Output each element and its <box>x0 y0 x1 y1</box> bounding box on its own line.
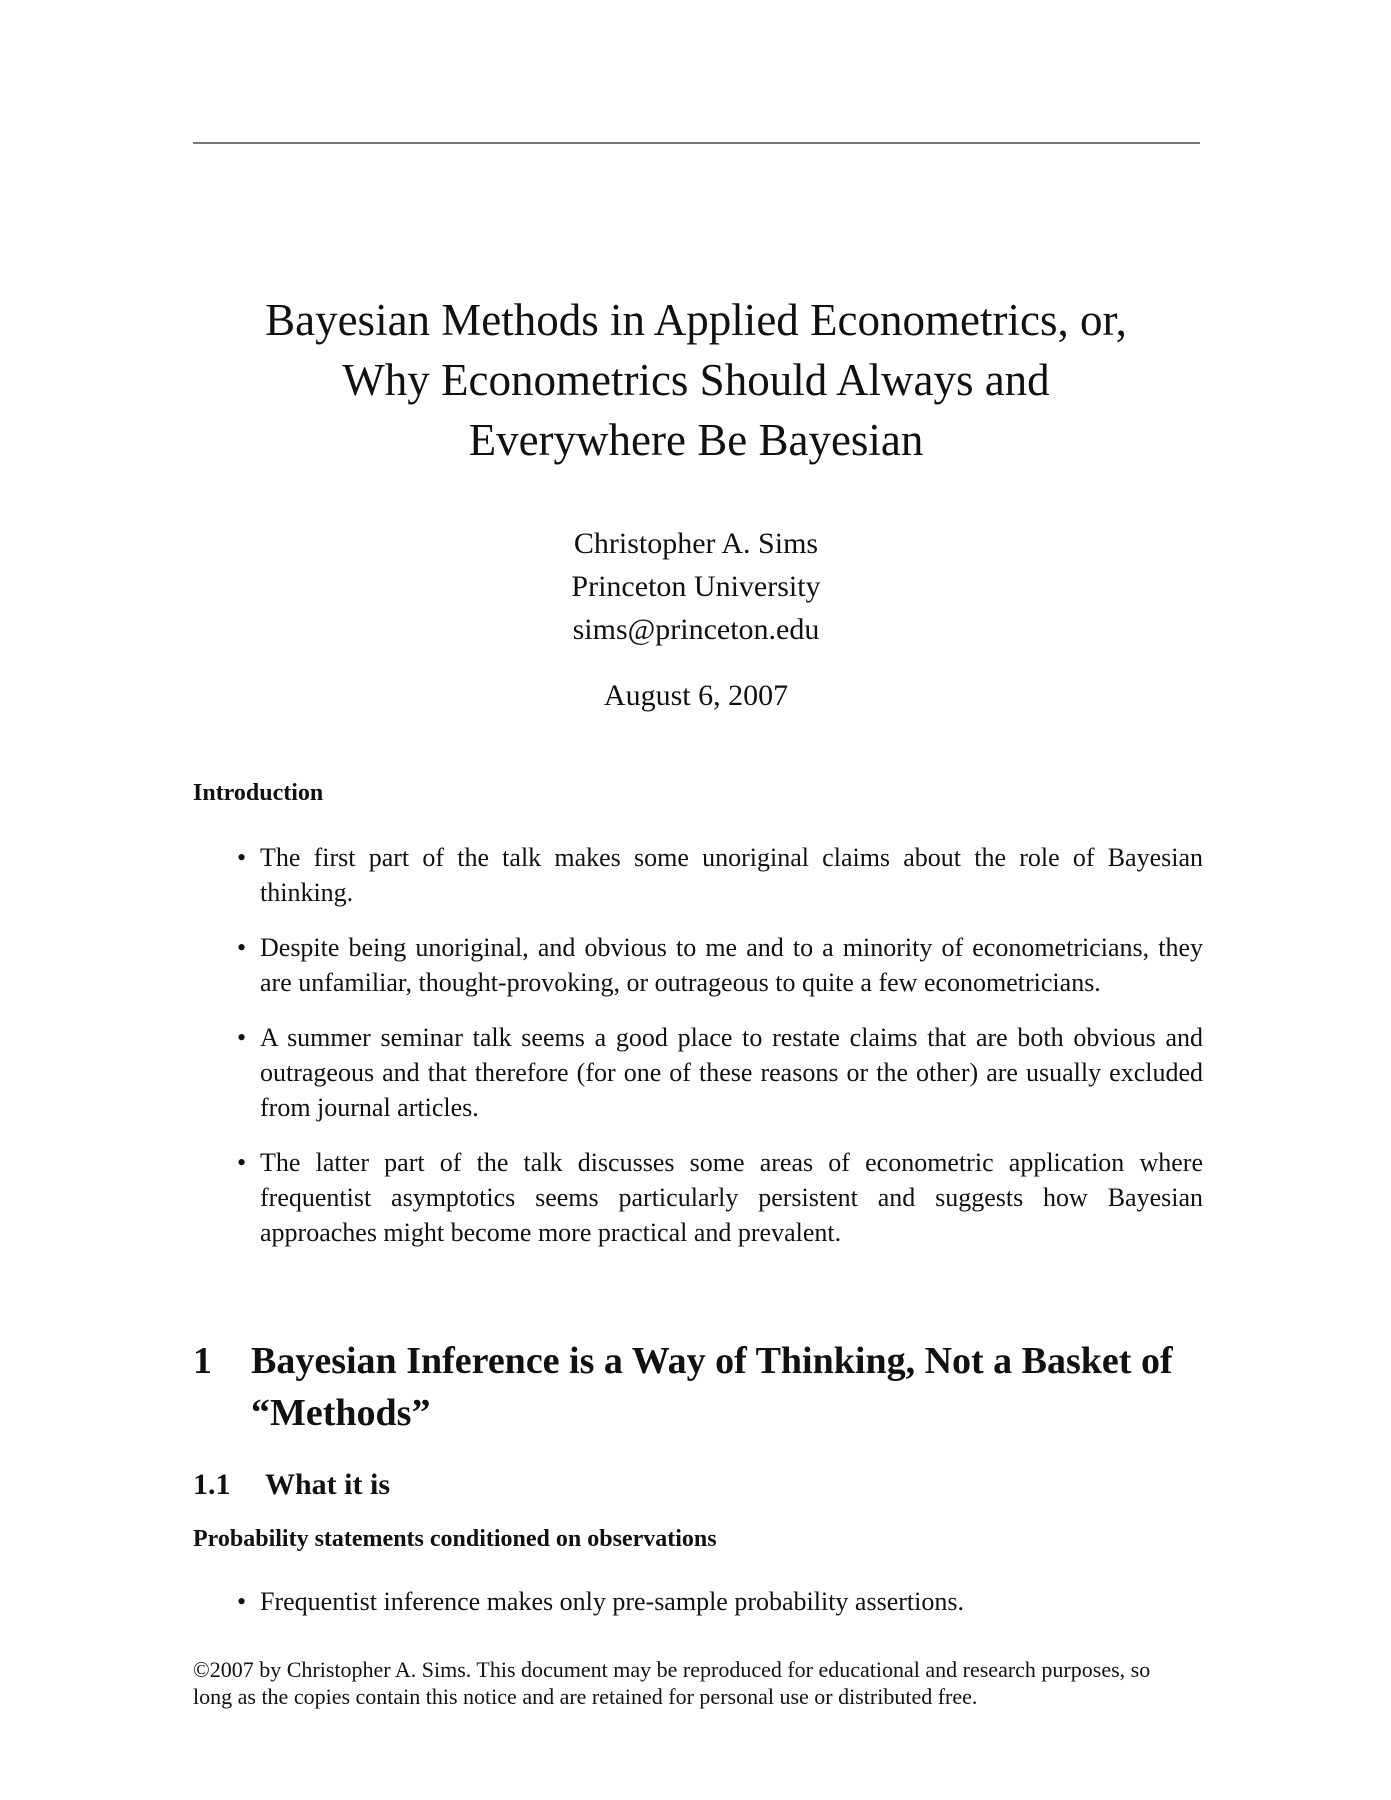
introduction-bullets <box>193 840 1203 1270</box>
section-title: Bayesian Inference is a Way of Thinking, Not a Basket of “Methods” <box>251 1340 1173 1434</box>
author-block <box>400 522 992 651</box>
paragraph-heading: Probability statements conditioned on observations <box>193 1526 717 1552</box>
list-item <box>193 1145 1203 1250</box>
bullet-text: The latter part of the talk discusses some areas of econometric application where frequentist asymptotics seems particularly persistent and suggests how Bayesian approaches might become more practical and prevalent. <box>260 1148 1203 1247</box>
paper-title <box>150 290 1242 470</box>
bullet-icon: • <box>237 1023 247 1052</box>
bullet-icon: • <box>237 1587 247 1616</box>
introduction-heading: Introduction <box>193 780 324 806</box>
bullet-icon: • <box>237 843 247 872</box>
subsection-title: What it is <box>265 1468 391 1501</box>
section-heading <box>193 1335 1203 1439</box>
bullet-icon: • <box>237 933 247 962</box>
copyright-footnote: ©2007 by Christopher A. Sims. This document may be reproduced for educational and research purposes, so long as the copies contain this notice and are retained for personal use or distributed free. <box>193 1657 1151 1709</box>
paper-date: August 6, 2007 <box>603 679 789 712</box>
author-name: Christopher A. Sims <box>573 527 819 560</box>
bullet-text: Frequentist inference makes only pre-sample probability assertions. <box>260 1587 964 1616</box>
section-number: 1 <box>193 1340 212 1382</box>
bullet-text: The first part of the talk makes some unoriginal claims about the role of Bayesian thinking. <box>260 843 1203 907</box>
bullet-text: Despite being unoriginal, and obvious to me and to a minority of econometricians, they are unfamiliar, thought-provoking, or outrageous to quite a few econometricians. <box>260 933 1203 997</box>
subsection-number: 1.1 <box>193 1468 231 1501</box>
author-affiliation: Princeton University <box>571 570 821 603</box>
list-item <box>193 1584 1203 1619</box>
section-bullets <box>193 1584 1203 1639</box>
title-line: Why Econometrics Should Always and <box>342 355 1050 405</box>
bullet-text: A summer seminar talk seems a good place to restate claims that are both obvious and outrageous and that therefore (for one of these reasons or the other) are usually excluded from journal articles. <box>260 1023 1203 1122</box>
subsection-heading <box>193 1468 390 1502</box>
title-line: Everywhere Be Bayesian <box>468 415 924 465</box>
list-item <box>193 1020 1203 1125</box>
list-item <box>193 840 1203 910</box>
title-line: Bayesian Methods in Applied Econometrics, or, <box>265 295 1127 345</box>
list-item <box>193 930 1203 1000</box>
header-rule <box>193 142 1200 144</box>
bullet-icon: • <box>237 1148 247 1177</box>
author-email: sims@princeton.edu <box>572 613 820 646</box>
